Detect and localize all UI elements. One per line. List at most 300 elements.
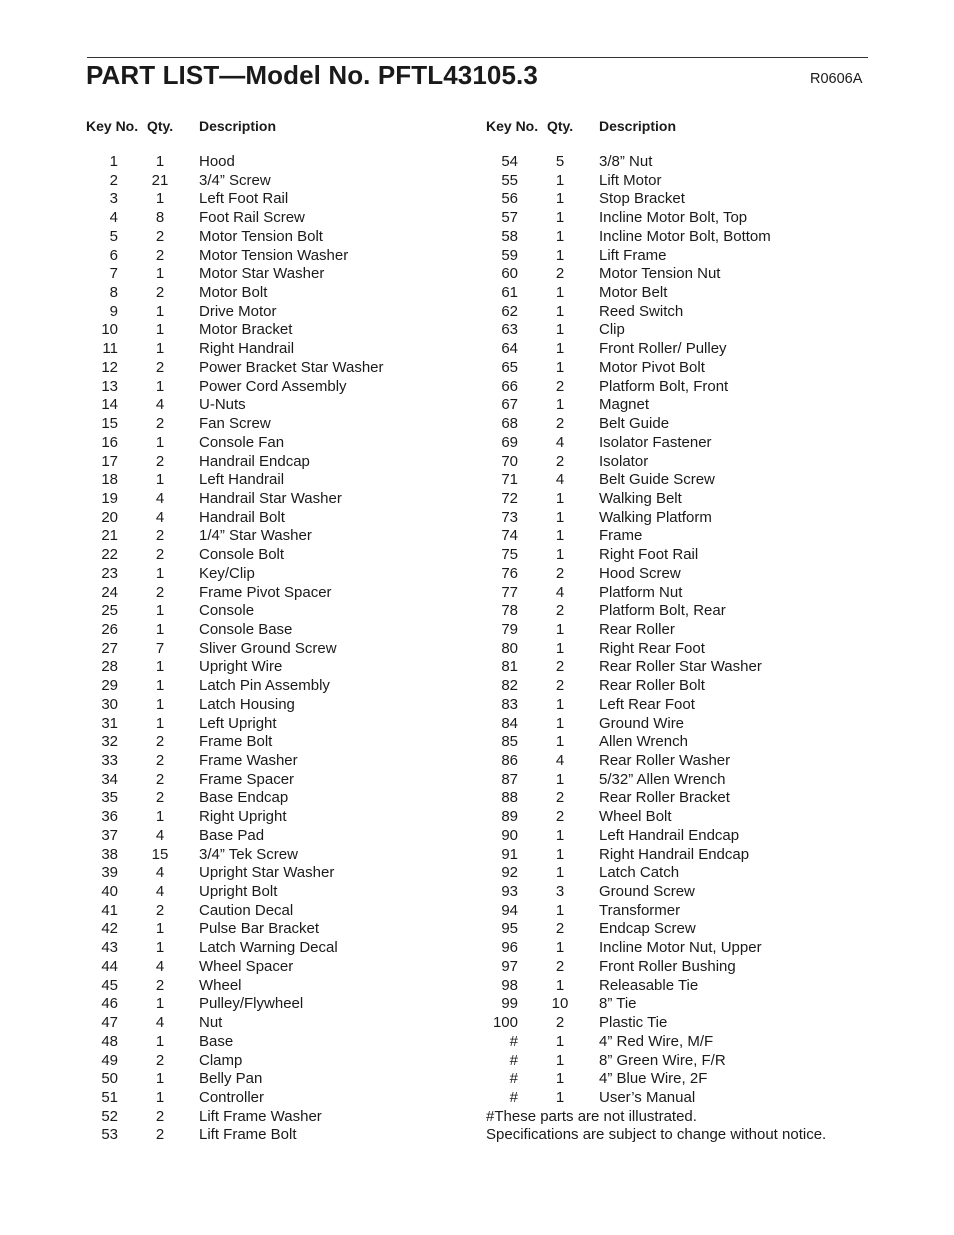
part-row <box>86 1070 506 1089</box>
part-key-no: 55 <box>501 171 518 189</box>
part-row <box>486 453 906 472</box>
footnote: #These parts are not illustrated. <box>486 1107 697 1125</box>
part-key-no: 71 <box>501 471 518 489</box>
part-key-no: 39 <box>101 864 118 882</box>
part-qty: 1 <box>555 1032 565 1050</box>
part-description: 8” Green Wire, F/R <box>599 1051 726 1069</box>
part-qty: 1 <box>555 190 565 208</box>
part-description: Latch Catch <box>599 864 680 882</box>
part-description: Belly Pan <box>199 1070 263 1088</box>
part-description: 3/4” Tek Screw <box>199 845 298 863</box>
part-qty: 1 <box>555 1070 565 1088</box>
part-description: Left Rear Foot <box>599 695 695 713</box>
part-key-no: 24 <box>101 583 118 601</box>
part-description: Wheel <box>199 976 242 994</box>
part-key-no: 67 <box>501 396 518 414</box>
parts-column-right <box>486 118 906 1144</box>
part-qty: 1 <box>155 714 165 732</box>
part-qty: 1 <box>555 714 565 732</box>
part-row <box>486 977 906 996</box>
part-qty: 2 <box>555 602 565 620</box>
part-key-no: 94 <box>501 901 518 919</box>
part-row <box>86 190 506 209</box>
part-qty: 1 <box>555 246 565 264</box>
part-key-no: 90 <box>501 826 518 844</box>
part-qty: 1 <box>155 153 165 170</box>
part-description: 5/32” Allen Wrench <box>599 770 726 788</box>
part-row <box>486 677 906 696</box>
part-qty: 1 <box>155 677 165 695</box>
part-key-no: 59 <box>501 246 518 264</box>
part-row <box>486 396 906 415</box>
part-row <box>486 378 906 397</box>
part-key-no: 87 <box>501 770 518 788</box>
part-qty: 15 <box>151 845 169 863</box>
part-key-no: 73 <box>501 508 518 526</box>
part-row <box>86 995 506 1014</box>
part-description: Fan Screw <box>199 415 271 433</box>
part-qty: 1 <box>555 489 565 507</box>
part-key-no: 69 <box>501 433 518 451</box>
part-row <box>486 359 906 378</box>
part-description: Lift Frame Bolt <box>199 1126 297 1144</box>
part-row <box>486 696 906 715</box>
part-description: Isolator Fastener <box>599 433 712 451</box>
part-description: Handrail Bolt <box>199 508 285 526</box>
part-key-no: # <box>509 1051 518 1069</box>
part-description: Console <box>199 602 255 620</box>
part-row <box>86 284 506 303</box>
part-row <box>86 340 506 359</box>
part-key-no: 26 <box>101 620 118 638</box>
part-row <box>486 415 906 434</box>
part-description: Right Foot Rail <box>599 546 699 564</box>
part-key-no: 100 <box>492 1014 518 1032</box>
part-key-no: 60 <box>501 265 518 283</box>
part-key-no: 17 <box>101 452 118 470</box>
part-description: Clip <box>599 321 625 339</box>
part-key-no: 35 <box>101 789 118 807</box>
part-key-no: 47 <box>101 1014 118 1032</box>
part-key-no: 49 <box>101 1051 118 1069</box>
part-row <box>486 808 906 827</box>
part-qty: 1 <box>555 620 565 638</box>
header-key-no: Key No. <box>486 118 539 134</box>
part-row <box>86 621 506 640</box>
part-qty: 1 <box>555 695 565 713</box>
part-description: Platform Bolt, Rear <box>599 602 726 620</box>
part-qty: 1 <box>555 939 565 957</box>
part-description: Allen Wrench <box>599 733 688 751</box>
part-key-no: 37 <box>101 826 118 844</box>
part-row <box>486 1052 906 1071</box>
part-row <box>486 1014 906 1033</box>
part-qty: 1 <box>155 564 165 582</box>
part-row <box>86 715 506 734</box>
part-description: Magnet <box>599 396 650 414</box>
part-qty: 1 <box>555 358 565 376</box>
part-description: Motor Star Washer <box>199 265 325 283</box>
part-qty: 4 <box>155 508 165 526</box>
part-qty: 2 <box>555 920 565 938</box>
part-key-no: 79 <box>501 620 518 638</box>
part-description: Belt Guide Screw <box>599 471 715 489</box>
part-row <box>486 584 906 603</box>
part-qty: 1 <box>555 396 565 414</box>
part-description: Power Bracket Star Washer <box>199 358 384 376</box>
part-description: Lift Frame Washer <box>199 1107 322 1125</box>
part-description: Rear Roller Star Washer <box>599 658 762 676</box>
part-key-no: 72 <box>501 489 518 507</box>
part-description: 3/4” Screw <box>199 171 271 189</box>
part-description: Wheel Spacer <box>199 957 294 975</box>
part-key-no: 16 <box>101 433 118 451</box>
part-key-no: 45 <box>101 976 118 994</box>
part-row <box>486 321 906 340</box>
part-qty: 1 <box>155 340 165 358</box>
part-qty: 2 <box>555 677 565 695</box>
part-qty: 1 <box>555 227 565 245</box>
parts-list-left <box>86 153 506 1145</box>
part-description: Front Roller Bushing <box>599 957 736 975</box>
part-qty: 2 <box>155 789 165 807</box>
part-description: Upright Star Washer <box>199 864 335 882</box>
part-key-no: 54 <box>501 153 518 170</box>
header-qty: Qty. <box>547 118 574 134</box>
part-row <box>86 677 506 696</box>
part-description: Left Foot Rail <box>199 190 289 208</box>
part-description: 3/8” Nut <box>599 153 653 170</box>
part-key-no: 62 <box>501 302 518 320</box>
part-qty: 1 <box>155 939 165 957</box>
part-key-no: 40 <box>101 883 118 901</box>
part-key-no: 21 <box>101 527 118 545</box>
part-description: Right Upright <box>199 808 287 826</box>
part-row <box>86 378 506 397</box>
part-qty: 1 <box>555 284 565 302</box>
part-row <box>486 509 906 528</box>
part-qty: 4 <box>555 433 565 451</box>
part-row <box>486 303 906 322</box>
part-description: Handrail Star Washer <box>199 489 342 507</box>
part-qty: 1 <box>555 508 565 526</box>
part-row <box>86 1014 506 1033</box>
part-description: Right Handrail Endcap <box>599 845 750 863</box>
part-key-no: 65 <box>501 358 518 376</box>
part-row <box>86 808 506 827</box>
part-qty: 2 <box>555 808 565 826</box>
part-description: Reed Switch <box>599 302 684 320</box>
part-description: Base <box>199 1032 234 1050</box>
part-description: Wheel Bolt <box>599 808 672 826</box>
part-row <box>86 490 506 509</box>
part-key-no: 12 <box>101 358 118 376</box>
part-key-no: # <box>509 1070 518 1088</box>
part-qty: 1 <box>555 976 565 994</box>
part-description: Upright Wire <box>199 658 283 676</box>
part-key-no: 38 <box>101 845 118 863</box>
part-key-no: 15 <box>101 415 118 433</box>
part-key-no: 58 <box>501 227 518 245</box>
part-description: Left Handrail <box>199 471 285 489</box>
part-key-no: 9 <box>109 302 118 320</box>
part-key-no: 95 <box>501 920 518 938</box>
part-qty: 21 <box>151 171 169 189</box>
part-qty: 2 <box>555 1014 565 1032</box>
part-key-no: 76 <box>501 564 518 582</box>
part-description: Hood Screw <box>599 564 681 582</box>
part-description: Power Cord Assembly <box>199 377 347 395</box>
part-key-no: 7 <box>109 265 118 283</box>
part-row <box>486 658 906 677</box>
part-key-no: 83 <box>501 695 518 713</box>
part-key-no: 68 <box>501 415 518 433</box>
part-description: Belt Guide <box>599 415 670 433</box>
part-key-no: 99 <box>501 995 518 1013</box>
part-key-no: 5 <box>109 227 118 245</box>
part-description: Pulse Bar Bracket <box>199 920 320 938</box>
part-row <box>86 771 506 790</box>
part-key-no: 63 <box>501 321 518 339</box>
part-description: Walking Platform <box>599 508 712 526</box>
part-row <box>486 920 906 939</box>
part-qty: 1 <box>155 377 165 395</box>
part-description: Latch Pin Assembly <box>199 677 330 695</box>
part-row <box>486 864 906 883</box>
part-qty: 1 <box>155 1070 165 1088</box>
part-row <box>486 265 906 284</box>
part-row <box>486 546 906 565</box>
part-row <box>486 771 906 790</box>
part-description: Platform Bolt, Front <box>599 377 729 395</box>
part-description: Frame Washer <box>199 752 298 769</box>
part-description: Motor Belt <box>599 284 668 302</box>
part-row <box>86 602 506 621</box>
part-qty: 2 <box>555 452 565 470</box>
part-row <box>486 340 906 359</box>
part-key-no: 75 <box>501 546 518 564</box>
part-row <box>86 247 506 266</box>
part-description: Frame Pivot Spacer <box>199 583 332 601</box>
part-row <box>86 359 506 378</box>
part-key-no: 92 <box>501 864 518 882</box>
part-qty: 1 <box>555 1051 565 1069</box>
part-row <box>86 958 506 977</box>
part-qty: 1 <box>155 1032 165 1050</box>
part-key-no: 44 <box>101 957 118 975</box>
part-description: Transformer <box>599 901 681 919</box>
part-row <box>86 846 506 865</box>
part-description: 4” Red Wire, M/F <box>599 1032 714 1050</box>
header-description: Description <box>599 118 677 134</box>
part-row <box>86 752 506 771</box>
part-row <box>486 733 906 752</box>
part-description: Left Handrail Endcap <box>599 826 740 844</box>
part-row <box>486 902 906 921</box>
column-header <box>86 118 506 138</box>
part-description: Left Upright <box>199 714 277 732</box>
part-qty: 1 <box>155 995 165 1013</box>
part-row <box>86 209 506 228</box>
part-description: Foot Rail Screw <box>199 209 305 227</box>
part-description: Key/Clip <box>199 564 255 582</box>
part-key-no: 36 <box>101 808 118 826</box>
part-key-no: 98 <box>501 976 518 994</box>
part-row <box>486 190 906 209</box>
part-qty: 4 <box>555 752 565 769</box>
part-row <box>86 396 506 415</box>
part-qty: 7 <box>155 639 165 657</box>
part-qty: 1 <box>155 658 165 676</box>
part-description: Incline Motor Nut, Upper <box>599 939 762 957</box>
part-qty: 2 <box>555 265 565 283</box>
part-qty: 1 <box>155 265 165 283</box>
part-row <box>86 527 506 546</box>
part-row <box>86 415 506 434</box>
part-row <box>486 153 906 172</box>
part-qty: 1 <box>555 546 565 564</box>
part-qty: 1 <box>155 920 165 938</box>
part-description: Rear Roller Washer <box>599 752 731 769</box>
part-qty: 1 <box>555 733 565 751</box>
part-row <box>486 789 906 808</box>
part-key-no: 13 <box>101 377 118 395</box>
part-description: Clamp <box>199 1051 243 1069</box>
part-description: U-Nuts <box>199 396 246 414</box>
part-qty: 8 <box>155 209 165 227</box>
part-key-no: 97 <box>501 957 518 975</box>
part-key-no: 96 <box>501 939 518 957</box>
part-description: Frame Spacer <box>199 770 295 788</box>
part-qty: 1 <box>155 695 165 713</box>
part-key-no: 20 <box>101 508 118 526</box>
part-key-no: 41 <box>101 901 118 919</box>
part-qty: 10 <box>551 995 569 1013</box>
part-row <box>86 696 506 715</box>
part-row <box>86 864 506 883</box>
part-row <box>486 434 906 453</box>
part-description: Lift Motor <box>599 171 662 189</box>
part-row <box>86 565 506 584</box>
part-row <box>86 434 506 453</box>
part-row <box>486 471 906 490</box>
part-description: Caution Decal <box>199 901 294 919</box>
part-row <box>86 321 506 340</box>
part-qty: 1 <box>155 190 165 208</box>
part-key-no: 11 <box>102 340 118 358</box>
part-description: 8” Tie <box>599 995 637 1013</box>
part-qty: 1 <box>555 826 565 844</box>
part-qty: 1 <box>555 302 565 320</box>
part-qty: 1 <box>555 209 565 227</box>
part-row <box>486 247 906 266</box>
part-qty: 1 <box>155 471 165 489</box>
part-key-no: 34 <box>101 770 118 788</box>
part-key-no: 18 <box>101 471 118 489</box>
part-row <box>86 509 506 528</box>
part-qty: 2 <box>155 227 165 245</box>
part-key-no: 2 <box>109 171 118 189</box>
part-key-no: 42 <box>101 920 118 938</box>
part-row <box>86 939 506 958</box>
part-qty: 4 <box>155 957 165 975</box>
part-description: Ground Screw <box>599 883 695 901</box>
part-qty: 4 <box>555 583 565 601</box>
part-qty: 1 <box>155 808 165 826</box>
part-key-no: 51 <box>101 1088 118 1106</box>
part-key-no: 82 <box>501 677 518 695</box>
part-row <box>486 1089 906 1108</box>
part-row <box>86 584 506 603</box>
part-qty: 2 <box>555 658 565 676</box>
part-description: Base Pad <box>199 826 265 844</box>
part-key-no: 43 <box>101 939 118 957</box>
part-key-no: 66 <box>501 377 518 395</box>
part-row <box>86 902 506 921</box>
part-description: Frame Bolt <box>199 733 273 751</box>
part-row <box>86 827 506 846</box>
header-description: Description <box>199 118 277 134</box>
part-key-no: 64 <box>501 340 518 358</box>
part-description: Endcap Screw <box>599 920 696 938</box>
part-key-no: 29 <box>101 677 118 695</box>
part-description: Handrail Endcap <box>199 452 310 470</box>
part-description: Right Handrail <box>199 340 295 358</box>
part-row <box>486 827 906 846</box>
part-row <box>486 490 906 509</box>
part-key-no: 4 <box>109 209 118 227</box>
part-qty: 4 <box>155 396 165 414</box>
part-key-no: 56 <box>501 190 518 208</box>
part-key-no: 6 <box>109 246 118 264</box>
part-row <box>86 303 506 322</box>
part-row <box>486 715 906 734</box>
part-qty: 4 <box>155 864 165 882</box>
part-qty: 4 <box>155 883 165 901</box>
part-row <box>86 471 506 490</box>
part-key-no: 86 <box>501 752 518 769</box>
part-description: Sliver Ground Screw <box>199 639 337 657</box>
part-qty: 4 <box>155 1014 165 1032</box>
part-description: User’s Manual <box>599 1088 696 1106</box>
part-qty: 1 <box>155 620 165 638</box>
part-qty: 1 <box>555 321 565 339</box>
part-qty: 1 <box>155 1088 165 1106</box>
part-qty: 2 <box>555 564 565 582</box>
part-key-no: 91 <box>501 845 518 863</box>
part-key-no: 53 <box>101 1126 118 1144</box>
part-qty: 3 <box>555 883 565 901</box>
part-description: Isolator <box>599 452 649 470</box>
part-description: Console Fan <box>199 433 285 451</box>
part-qty: 2 <box>155 752 165 769</box>
part-row <box>486 640 906 659</box>
part-description: Frame <box>599 527 643 545</box>
part-qty: 2 <box>155 358 165 376</box>
part-description: Plastic Tie <box>599 1014 668 1032</box>
part-row <box>86 172 506 191</box>
part-row <box>86 1108 506 1127</box>
part-key-no: 85 <box>501 733 518 751</box>
part-key-no: 22 <box>101 546 118 564</box>
part-description: Motor Bracket <box>199 321 293 339</box>
part-qty: 2 <box>155 1126 165 1144</box>
part-row <box>486 958 906 977</box>
part-key-no: 61 <box>501 284 518 302</box>
part-description: Latch Warning Decal <box>199 939 338 957</box>
part-description: Front Roller/ Pulley <box>599 340 727 358</box>
part-row <box>86 658 506 677</box>
